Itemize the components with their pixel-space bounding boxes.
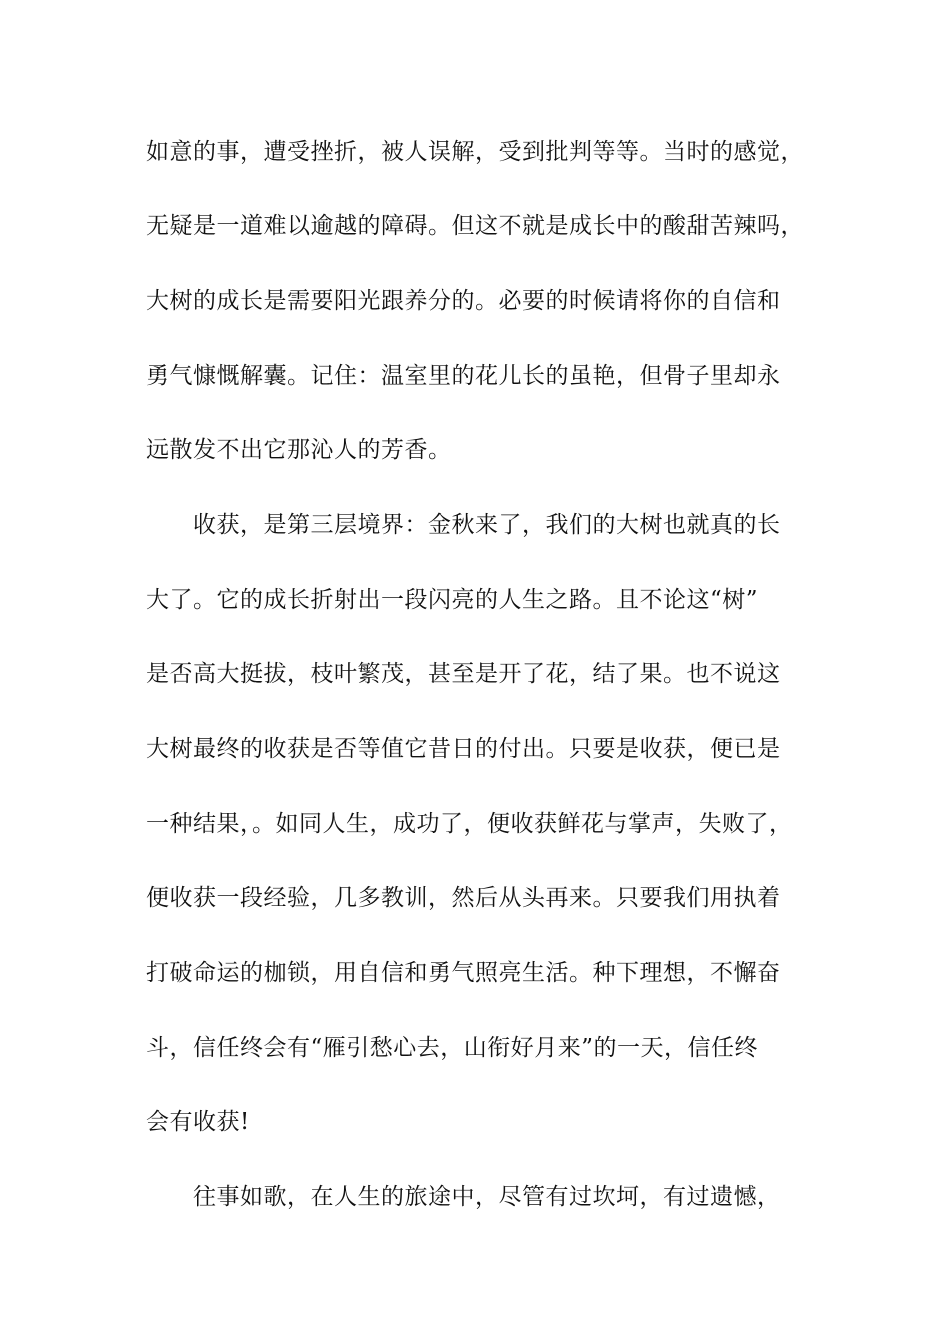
text-line: 无疑是一道难以逾越的障碍。但这不就是成长中的酸甜苦辣吗， [146,213,804,239]
text-line: 大了。它的成长折射出一段闪亮的人生之路。且不论这“树” [146,587,759,613]
paragraph-start-line: 往事如歌，在人生的旅途中，尽管有过坎坷，有过遗憾， [193,1184,781,1210]
text-line: 勇气慷慨解囊。记住：温室里的花儿长的虽艳，但骨子里却永 [146,363,781,389]
text-line: 打破命运的枷锁，用自信和勇气照亮生活。种下理想，不懈奋 [146,960,781,986]
paragraph-start-line: 收获，是第三层境界：金秋来了，我们的大树也就真的长 [193,512,781,538]
text-line: 如意的事，遭受挫折，被人误解，受到批判等等。当时的感觉， [146,139,804,165]
text-line: 大树的成长是需要阳光跟养分的。必要的时候请将你的自信和 [146,288,781,314]
text-line: 远散发不出它那沁人的芳香。 [146,437,452,463]
text-line: 会有收获! [146,1109,250,1135]
text-line: 一种结果，。如同人生，成功了，便收获鲜花与掌声，失败了， [146,811,793,837]
text-line: 是否高大挺拔，枝叶繁茂，甚至是开了花，结了果。也不说这 [146,661,781,687]
text-line: 斗，信任终会有“雁引愁心去，山衔好月来”的一天，信任终 [146,1035,759,1061]
text-line: 便收获一段经验，几多教训，然后从头再来。只要我们用执着 [146,885,781,911]
text-line: 大树最终的收获是否等值它昔日的付出。只要是收获，便已是 [146,736,781,762]
